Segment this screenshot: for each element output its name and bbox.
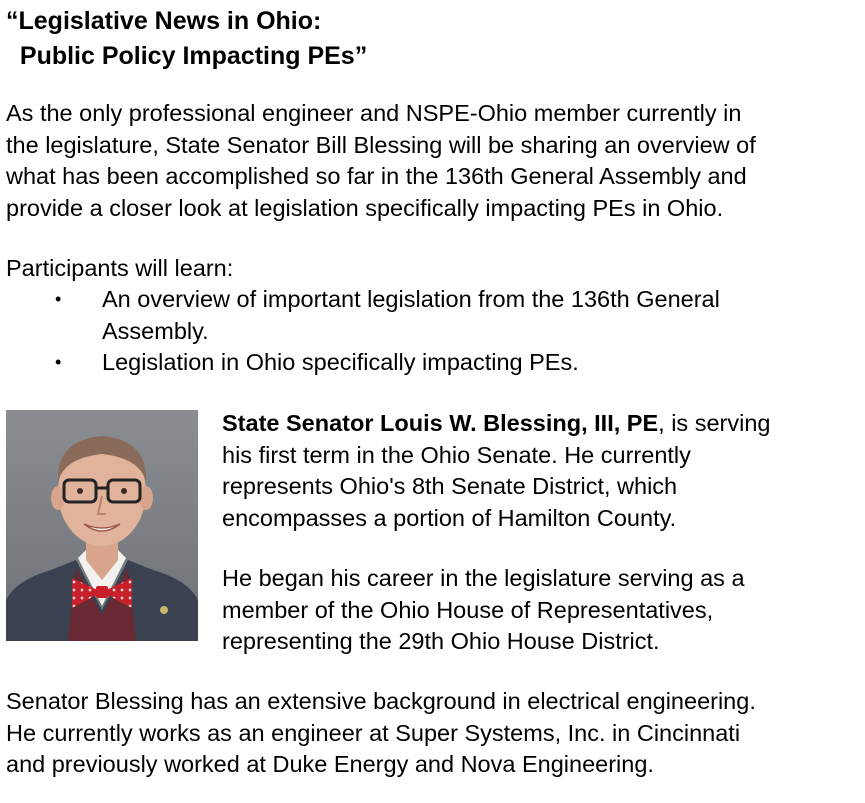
intro-line-1: As the only professional engineer and NSPE-Ohio member currently in [6, 100, 742, 126]
bio-paragraph-1 [222, 408, 770, 534]
portrait-illustration [6, 410, 198, 641]
bio2-line-3: representing the 29th Ohio House District. [222, 628, 660, 654]
bio-line-1 [222, 408, 770, 440]
intro-paragraph [6, 98, 756, 224]
closing-line-1: Senator Blessing has an extensive background in electrical engineering. [6, 688, 756, 714]
closing-line-2: He currently works as an engineer at Super Systems, Inc. in Cincinnati [6, 719, 741, 746]
bio2-line-2: member of the Ohio House of Representatives, [222, 596, 714, 623]
bio-paragraph-2 [222, 563, 745, 658]
title-line-2: Public Policy Impacting PEs” [6, 42, 368, 70]
list-item [0, 284, 720, 347]
closing-line-3: and previously worked at Duke Energy and Nova Engineering. [6, 751, 654, 777]
list-item-line-1: An overview of important legislation from the 136th General [102, 286, 720, 312]
learning-objectives-list [0, 284, 720, 379]
intro-line-4: provide a closer look at legislation specifically impacting PEs in Ohio. [6, 194, 724, 221]
intro-line-2: the legislature, State Senator Bill Blessing will be sharing an overview of [6, 131, 756, 158]
bullet-icon: • [55, 352, 62, 372]
list-item-line-1: Legislation in Ohio specifically impacting PEs. [102, 349, 579, 375]
bio-line-1-rest: , is serving [658, 410, 771, 436]
title-line-1: “Legislative News in Ohio: [6, 7, 322, 35]
bullet-icon: • [55, 289, 62, 309]
bio-line-3: represents Ohio's 8th Senate District, which [222, 473, 678, 499]
document-title [6, 4, 367, 74]
bio2-line-1: He began his career in the legislature serving as a [222, 565, 745, 591]
list-item-line-2: Assembly. [102, 317, 209, 344]
senator-portrait-photo [6, 410, 198, 641]
closing-paragraph [6, 686, 756, 781]
intro-line-3: what has been accomplished so far in the 136th General Assembly and [6, 163, 747, 189]
senator-name: State Senator Louis W. Blessing, III, PE [222, 410, 659, 436]
bio-line-4: encompasses a portion of Hamilton County. [222, 504, 677, 531]
bio-line-2: his first term in the Ohio Senate. He currently [222, 441, 691, 468]
list-item [0, 347, 720, 379]
learn-label: Participants will learn: [6, 255, 234, 281]
